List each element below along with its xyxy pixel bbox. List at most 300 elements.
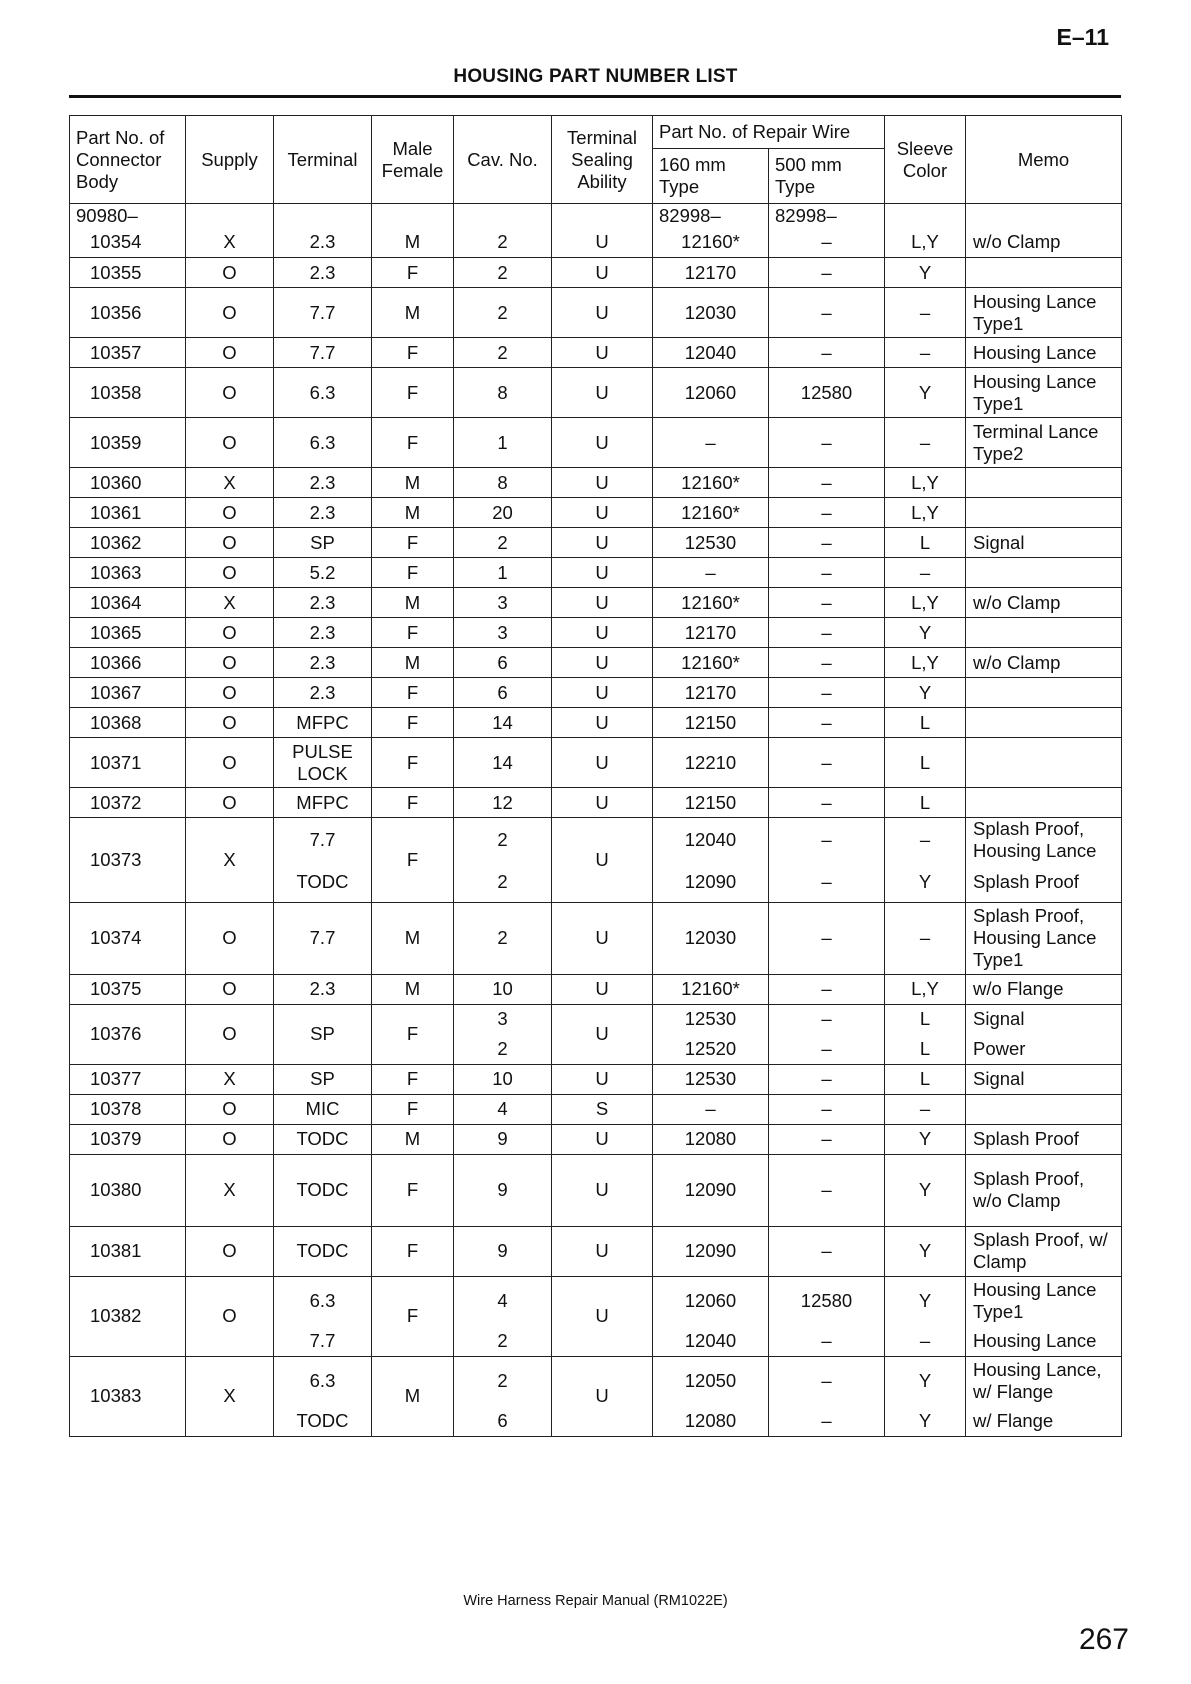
cav-no-cell: 9 [454,1124,552,1154]
terminal-cell: 6.3 [274,418,372,468]
part-no-cell: 10360 [70,468,186,498]
wire-160-cell: 12080 [653,1406,769,1436]
terminal-cell: 2.3 [274,498,372,528]
wire-160-cell: 12040 [653,338,769,368]
sleeve-color-cell: L [885,708,966,738]
terminal-cell: 2.3 [274,974,372,1004]
footer-manual-title: Wire Harness Repair Manual (RM1022E) [463,1593,728,1609]
wire-160-cell: 12530 [653,1004,769,1034]
table-row [70,1226,1122,1276]
memo-cell: Splash Proof, w/o Clamp [966,1154,1122,1226]
sleeve-color-cell: L [885,1034,966,1064]
table-row [70,618,1122,648]
sealing-cell: U [552,588,653,618]
cav-no-cell: 3 [454,588,552,618]
male-female-cell: F [372,618,454,648]
wire-160-cell: 12160* [653,648,769,678]
memo-cell: Housing Lance Type1 [966,368,1122,418]
wire-500-cell: – [769,1226,885,1276]
part-no-cell: 10368 [70,708,186,738]
table-row [70,1064,1122,1094]
sleeve-color-cell: Y [885,1124,966,1154]
supply-cell: O [186,708,274,738]
part-no-cell: 10371 [70,738,186,788]
part-no-cell: 10367 [70,678,186,708]
wire-500-cell: – [769,818,885,863]
male-female-cell: M [372,228,454,258]
sealing-cell: U [552,1276,653,1356]
part-no-cell: 10383 [70,1356,186,1436]
wire-500-cell: – [769,738,885,788]
wire-500-cell: – [769,708,885,738]
sleeve-color-cell: Y [885,1154,966,1226]
wire-500-cell: – [769,1406,885,1436]
part-no-cell: 10376 [70,1004,186,1064]
table-row [70,588,1122,618]
sealing-cell: U [552,1124,653,1154]
terminal-cell: TODC [274,1406,372,1436]
part-no-cell: 10362 [70,528,186,558]
memo-cell [966,558,1122,588]
memo-cell: Signal [966,1064,1122,1094]
supply-cell: X [186,1356,274,1436]
table-row [70,788,1122,818]
sleeve-color-cell: – [885,818,966,863]
terminal-cell: 2.3 [274,468,372,498]
male-female-cell: M [372,1124,454,1154]
table-row [70,1004,1122,1034]
male-female-cell: F [372,418,454,468]
male-female-cell: M [372,902,454,974]
sealing-cell: U [552,468,653,498]
table-row [70,1094,1122,1124]
sleeve-color-cell: L,Y [885,588,966,618]
wire-500-cell: 12580 [769,368,885,418]
supply-cell: X [186,1064,274,1094]
page-number: 267 [1078,1623,1129,1656]
terminal-cell: 2.3 [274,228,372,258]
sealing-cell: U [552,418,653,468]
part-no-cell: 10373 [70,818,186,903]
supply-cell: O [186,678,274,708]
sealing-cell: U [552,1004,653,1064]
part-no-cell: 10354 [70,228,186,258]
memo-cell: Housing Lance [966,1326,1122,1356]
memo-cell [966,738,1122,788]
wire-160-cell: 12040 [653,1326,769,1356]
part-no-cell: 10380 [70,1154,186,1226]
cav-no-cell: 1 [454,418,552,468]
part-no-cell: 10358 [70,368,186,418]
memo-cell [966,1094,1122,1124]
sealing-cell: U [552,974,653,1004]
cav-no-cell: 10 [454,1064,552,1094]
sealing-cell: U [552,1226,653,1276]
terminal-cell: SP [274,528,372,558]
wire-500-cell: – [769,618,885,648]
sealing-cell: S [552,1094,653,1124]
wire-500-cell: – [769,338,885,368]
wire-500-cell: – [769,648,885,678]
sleeve-color-cell: Y [885,678,966,708]
supply-cell: O [186,1226,274,1276]
title-rule [69,95,1121,98]
header-500mm: 500 mm Type [769,149,885,204]
wire-160-cell: 12060 [653,1276,769,1326]
table-row [70,818,1122,863]
empty-cell [454,204,552,228]
part-no-cell: 10372 [70,788,186,818]
supply-cell: O [186,974,274,1004]
memo-cell [966,788,1122,818]
memo-cell: Splash Proof, Housing Lance Type1 [966,902,1122,974]
male-female-cell: F [372,368,454,418]
prefix-row [70,204,1122,228]
wire-500-cell: – [769,1094,885,1124]
male-female-cell: F [372,258,454,288]
memo-cell [966,498,1122,528]
sleeve-color-cell: L [885,788,966,818]
wire-160-cell: 12090 [653,1154,769,1226]
wire-500-cell: – [769,498,885,528]
sleeve-color-cell: Y [885,1226,966,1276]
wire-500-cell: – [769,788,885,818]
wire-160-cell: – [653,558,769,588]
header-sealing: Terminal Sealing Ability [552,116,653,204]
supply-cell: O [186,1004,274,1064]
sealing-cell: U [552,818,653,903]
cav-no-cell: 2 [454,338,552,368]
memo-cell: Splash Proof [966,1124,1122,1154]
male-female-cell: F [372,678,454,708]
male-female-cell: M [372,1356,454,1436]
table-row [70,1356,1122,1406]
wire-160-prefix: 82998– [653,204,769,228]
terminal-cell: 2.3 [274,258,372,288]
terminal-cell: TODC [274,862,372,902]
supply-cell: O [186,368,274,418]
wire-500-cell: – [769,528,885,558]
memo-cell: Housing Lance [966,338,1122,368]
wire-160-cell: – [653,418,769,468]
male-female-cell: F [372,1094,454,1124]
wire-500-cell: – [769,1034,885,1064]
memo-cell: w/o Flange [966,974,1122,1004]
cav-no-cell: 8 [454,468,552,498]
wire-500-cell: – [769,418,885,468]
table-row [70,678,1122,708]
wire-500-cell: – [769,258,885,288]
header-sleeve-color: Sleeve Color [885,116,966,204]
supply-cell: O [186,738,274,788]
wire-500-cell: – [769,862,885,902]
wire-500-cell: – [769,468,885,498]
table-row [70,228,1122,258]
sleeve-color-cell: Y [885,862,966,902]
empty-cell [372,204,454,228]
cav-no-cell: 12 [454,788,552,818]
sleeve-color-cell: L [885,528,966,558]
male-female-cell: M [372,588,454,618]
cav-no-cell: 2 [454,228,552,258]
cav-no-cell: 2 [454,862,552,902]
male-female-cell: M [372,648,454,678]
sleeve-color-cell: Y [885,1356,966,1406]
wire-500-cell: – [769,1124,885,1154]
sealing-cell: U [552,528,653,558]
part-no-cell: 10381 [70,1226,186,1276]
table-row [70,368,1122,418]
sleeve-color-cell: L,Y [885,648,966,678]
memo-cell [966,618,1122,648]
part-no-cell: 10365 [70,618,186,648]
supply-cell: O [186,1276,274,1356]
cav-no-cell: 14 [454,738,552,788]
cav-no-cell: 4 [454,1094,552,1124]
cav-no-cell: 2 [454,1356,552,1406]
sleeve-color-cell: Y [885,1276,966,1326]
terminal-cell: TODC [274,1154,372,1226]
header-terminal: Terminal [274,116,372,204]
sealing-cell: U [552,902,653,974]
table-row [70,418,1122,468]
memo-cell: Signal [966,528,1122,558]
cav-no-cell: 3 [454,1004,552,1034]
memo-cell: Splash Proof, w/ Clamp [966,1226,1122,1276]
wire-500-cell: – [769,974,885,1004]
wire-160-cell: 12160* [653,228,769,258]
wire-500-cell: – [769,1064,885,1094]
wire-160-cell: 12090 [653,862,769,902]
sealing-cell: U [552,338,653,368]
terminal-cell: MFPC [274,708,372,738]
supply-cell: O [186,338,274,368]
terminal-cell: PULSE LOCK [274,738,372,788]
part-no-cell: 10375 [70,974,186,1004]
part-no-cell: 10366 [70,648,186,678]
part-no-cell: 10356 [70,288,186,338]
sleeve-color-cell: L,Y [885,468,966,498]
supply-cell: O [186,648,274,678]
sleeve-color-cell: Y [885,258,966,288]
terminal-cell: 6.3 [274,1356,372,1406]
part-no-cell: 10359 [70,418,186,468]
sealing-cell: U [552,738,653,788]
memo-cell: w/o Clamp [966,228,1122,258]
empty-cell [552,204,653,228]
wire-500-cell: – [769,1356,885,1406]
sealing-cell: U [552,558,653,588]
sleeve-color-cell: L [885,738,966,788]
memo-cell: w/o Clamp [966,648,1122,678]
header-supply: Supply [186,116,274,204]
male-female-cell: M [372,468,454,498]
male-female-cell: F [372,528,454,558]
male-female-cell: F [372,558,454,588]
empty-cell [966,204,1122,228]
wire-500-cell: – [769,588,885,618]
table-body [70,204,1122,1437]
table-row [70,738,1122,788]
part-no-cell: 10355 [70,258,186,288]
male-female-cell: M [372,498,454,528]
cav-no-cell: 3 [454,618,552,648]
supply-cell: X [186,1154,274,1226]
cav-no-cell: 20 [454,498,552,528]
memo-cell: w/ Flange [966,1406,1122,1436]
cav-no-cell: 14 [454,708,552,738]
terminal-cell: 7.7 [274,338,372,368]
male-female-cell: M [372,288,454,338]
memo-cell: Power [966,1034,1122,1064]
table-row [70,1276,1122,1326]
cav-no-cell: 6 [454,648,552,678]
part-no-prefix: 90980– [70,204,186,228]
sleeve-color-cell: L [885,1064,966,1094]
supply-cell: O [186,902,274,974]
memo-cell [966,708,1122,738]
male-female-cell: F [372,1004,454,1064]
wire-160-cell: 12150 [653,788,769,818]
wire-500-cell: – [769,1326,885,1356]
terminal-cell: MIC [274,1094,372,1124]
part-no-cell: 10378 [70,1094,186,1124]
terminal-cell: 7.7 [274,1326,372,1356]
cav-no-cell: 2 [454,528,552,558]
terminal-cell: MFPC [274,788,372,818]
wire-160-cell: 12520 [653,1034,769,1064]
part-no-cell: 10357 [70,338,186,368]
memo-cell: w/o Clamp [966,588,1122,618]
sleeve-color-cell: L,Y [885,974,966,1004]
memo-cell: Housing Lance Type1 [966,1276,1122,1326]
wire-160-cell: – [653,1094,769,1124]
male-female-cell: M [372,974,454,1004]
memo-cell: Splash Proof, Housing Lance [966,818,1122,863]
header-memo: Memo [966,116,1122,204]
header-repair-wire: Part No. of Repair Wire [653,116,885,149]
wire-160-cell: 12530 [653,528,769,558]
header-cav-no: Cav. No. [454,116,552,204]
memo-cell: Housing Lance Type1 [966,288,1122,338]
table-row [70,708,1122,738]
cav-no-cell: 2 [454,288,552,338]
wire-500-cell: – [769,228,885,258]
sleeve-color-cell: – [885,418,966,468]
empty-cell [274,204,372,228]
wire-500-prefix: 82998– [769,204,885,228]
terminal-cell: 7.7 [274,902,372,974]
sealing-cell: U [552,498,653,528]
wire-500-cell: 12580 [769,1276,885,1326]
part-no-cell: 10379 [70,1124,186,1154]
supply-cell: O [186,418,274,468]
sleeve-color-cell: – [885,1094,966,1124]
wire-160-cell: 12170 [653,678,769,708]
male-female-cell: F [372,708,454,738]
part-no-cell: 10382 [70,1276,186,1356]
sleeve-color-cell: Y [885,618,966,648]
table-row [70,558,1122,588]
supply-cell: O [186,1124,274,1154]
supply-cell: X [186,228,274,258]
male-female-cell: F [372,338,454,368]
table-row [70,1124,1122,1154]
male-female-cell: F [372,818,454,903]
cav-no-cell: 10 [454,974,552,1004]
sleeve-color-cell: L,Y [885,228,966,258]
part-no-cell: 10361 [70,498,186,528]
sealing-cell: U [552,708,653,738]
cav-no-cell: 2 [454,1034,552,1064]
wire-500-cell: – [769,1154,885,1226]
wire-500-cell: – [769,1004,885,1034]
wire-160-cell: 12050 [653,1356,769,1406]
wire-500-cell: – [769,288,885,338]
supply-cell: O [186,558,274,588]
wire-160-cell: 12040 [653,818,769,863]
table-row [70,648,1122,678]
supply-cell: O [186,1094,274,1124]
male-female-cell: F [372,1276,454,1356]
sealing-cell: U [552,648,653,678]
table-row [70,1154,1122,1226]
supply-cell: O [186,618,274,648]
wire-160-cell: 12150 [653,708,769,738]
wire-160-cell: 12160* [653,468,769,498]
terminal-cell: 7.7 [274,288,372,338]
wire-160-cell: 12080 [653,1124,769,1154]
sealing-cell: U [552,368,653,418]
header-160mm: 160 mm Type [653,149,769,204]
empty-cell [885,204,966,228]
part-no-cell: 10363 [70,558,186,588]
header-male-female: Male Female [372,116,454,204]
part-no-cell: 10374 [70,902,186,974]
housing-part-table [69,115,1122,1437]
male-female-cell: F [372,738,454,788]
terminal-cell: SP [274,1004,372,1064]
terminal-cell: TODC [274,1124,372,1154]
wire-160-cell: 12030 [653,902,769,974]
wire-160-cell: 12530 [653,1064,769,1094]
wire-160-cell: 12210 [653,738,769,788]
sealing-cell: U [552,788,653,818]
empty-cell [186,204,274,228]
terminal-cell: 2.3 [274,588,372,618]
wire-160-cell: 12090 [653,1226,769,1276]
table-row [70,902,1122,974]
cav-no-cell: 6 [454,678,552,708]
terminal-cell: TODC [274,1226,372,1276]
sleeve-color-cell: – [885,558,966,588]
sleeve-color-cell: – [885,902,966,974]
memo-cell: Signal [966,1004,1122,1034]
male-female-cell: F [372,1154,454,1226]
terminal-cell: 2.3 [274,648,372,678]
sealing-cell: U [552,228,653,258]
memo-cell: Splash Proof [966,862,1122,902]
supply-cell: X [186,588,274,618]
sleeve-color-cell: – [885,338,966,368]
sealing-cell: U [552,1356,653,1436]
table-row [70,338,1122,368]
sleeve-color-cell: – [885,288,966,338]
wire-500-cell: – [769,902,885,974]
terminal-cell: 7.7 [274,818,372,863]
table-row [70,258,1122,288]
sealing-cell: U [552,258,653,288]
